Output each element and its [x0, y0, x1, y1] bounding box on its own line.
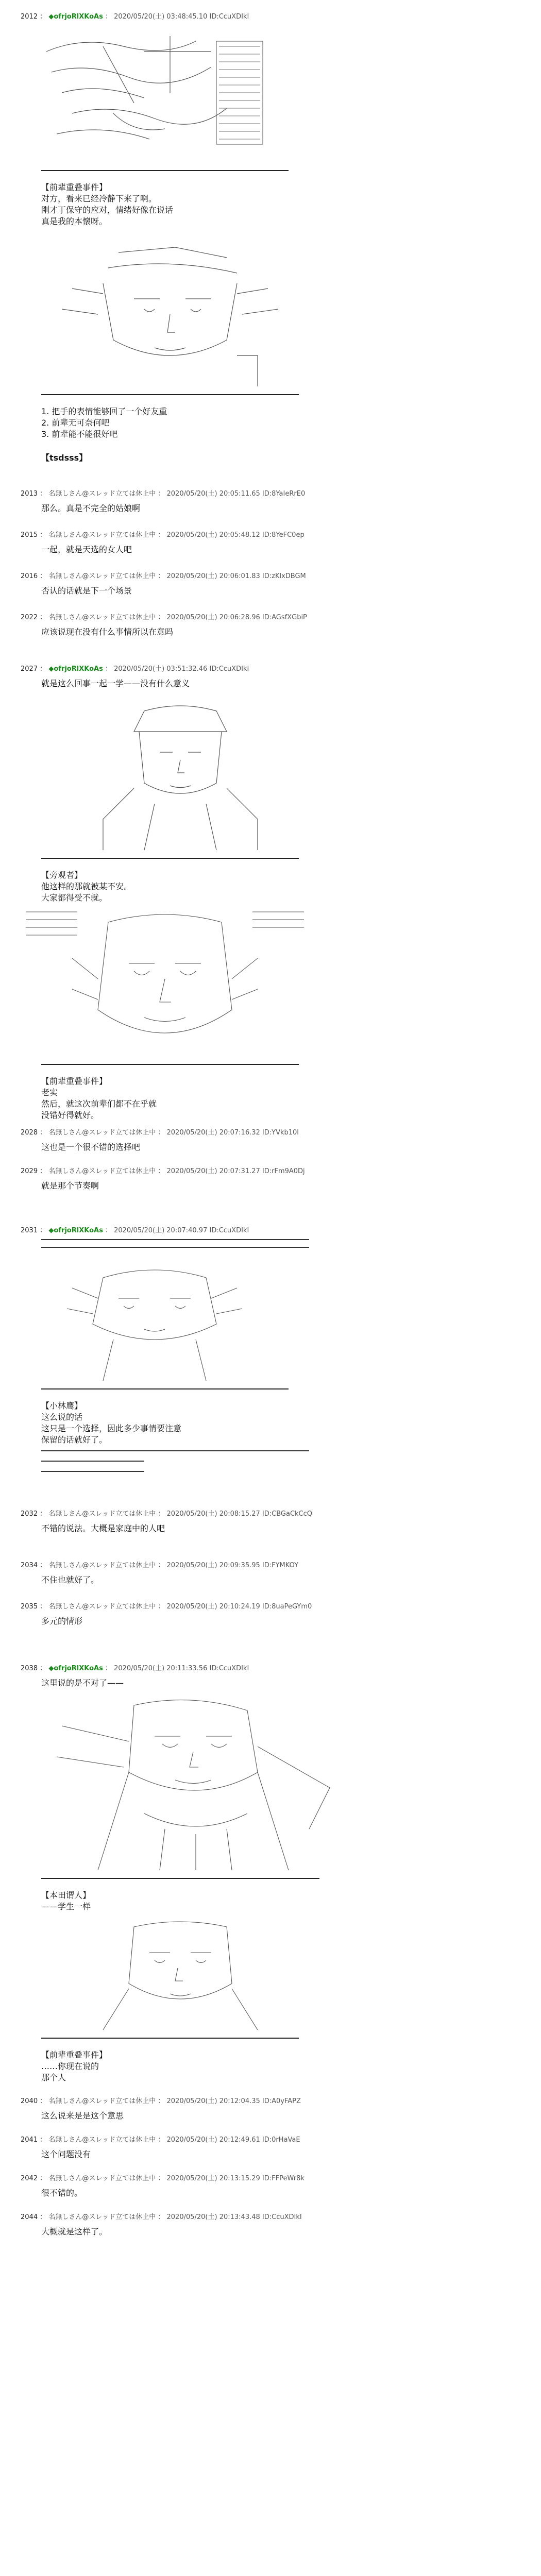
post-2035 — [21, 1602, 526, 1627]
ascii-art-scene — [41, 31, 283, 170]
post-text: 就是这么回事一起一学——没有什么意义 — [41, 679, 190, 688]
post-text: 这么说来是是这个意思 — [41, 2111, 124, 2121]
post-text: 这也是一个很不错的选择吧 — [41, 1142, 141, 1152]
caption-line: 没错好得就好。 — [41, 1110, 99, 1120]
poster-name: 名無しさん@スレッド立ては休止中 — [48, 1510, 156, 1518]
post-number[interactable]: 2031 — [21, 1227, 38, 1234]
post-id[interactable]: ID:CcuXDIkI — [209, 1227, 249, 1234]
ascii-art-large-figure — [41, 1695, 340, 1875]
post-2012-caption — [21, 178, 526, 227]
poster-name: ◆ofrjoRlXKoAs — [48, 665, 103, 673]
post-date: 2020/05/20(土) 20:05:48.12 — [166, 531, 260, 539]
post-2016 — [21, 572, 526, 597]
caption-line: 保留的话就好了。 — [41, 1435, 108, 1445]
post-id[interactable]: ID:CBGaCkCcQ — [262, 1510, 312, 1518]
post-2028 — [21, 1128, 526, 1153]
post-date: 2020/05/20(土) 20:12:49.61 — [166, 2136, 260, 2144]
decorative-rule — [41, 1471, 144, 1472]
post-date: 2020/05/20(土) 20:11:33.56 — [114, 1665, 208, 1672]
poster-name: 名無しさん@スレッド立ては休止中 — [48, 1129, 156, 1137]
post-id[interactable]: ID:CcuXDIkI — [262, 2213, 302, 2221]
caption-line: 对方，看来已经冷静下来了啊。 — [41, 194, 157, 204]
post-2038 — [21, 1664, 526, 1689]
post-header: 2028 ： 名無しさん@スレッド立ては休止中 ： 2020/05/20(土) 20:07:16.32 ID:YVkb10l — [21, 1129, 299, 1137]
poster-name: 名無しさん@スレッド立ては休止中 — [48, 490, 156, 498]
poster-name: ◆ofrjoRlXKoAs — [48, 1665, 103, 1672]
post-text: 否认的话就是下一个场景 — [41, 586, 132, 596]
post-text: 不住也就好了。 — [41, 1575, 99, 1585]
post-header: 2035 ： 名無しさん@スレッド立ては休止中 ： 2020/05/20(土) 20:10:24.19 ID:8uaPeGYm0 — [21, 1603, 312, 1611]
post-2012 — [21, 12, 526, 22]
post-text: 那么。真是不完全的姑娘啊 — [41, 503, 141, 513]
caption-title: 【前辈重叠事件】 — [41, 1076, 108, 1086]
poster-name: 名無しさん@スレッド立ては休止中 — [48, 1562, 156, 1569]
post-id[interactable]: ID:CcuXDIkI — [209, 665, 249, 673]
post-2044 — [21, 2213, 526, 2238]
post-2041 — [21, 2136, 526, 2160]
poster-name: ◆ofrjoRlXKoAs — [48, 1227, 103, 1234]
post-2022 — [21, 613, 526, 638]
post-number[interactable]: 2042 — [21, 2175, 38, 2182]
post-text: 多元的情形 — [41, 1616, 83, 1626]
post-2040 — [21, 2097, 526, 2122]
post-header: 2015 ： 名無しさん@スレッド立ては休止中 ： 2020/05/20(土) 20:05:48.12 ID:8YeFC0ep — [21, 531, 305, 539]
post-header: 2041 ： 名無しさん@スレッド立ては休止中 ： 2020/05/20(土) 20:12:49.61 ID:0rHaVaE — [21, 2136, 300, 2144]
aa-divider — [41, 1878, 319, 1879]
choice-item-highlight: 3. 前辈能不能很好吧 — [41, 429, 118, 439]
post-number[interactable]: 2035 — [21, 1603, 38, 1611]
caption-title: 【前辈重叠事件】 — [41, 182, 108, 192]
caption-line: 大家都得受不就。 — [41, 893, 108, 903]
post-2032 — [21, 1510, 526, 1534]
post-2027-caption1 — [21, 866, 526, 904]
post-date: 2020/05/20(土) 20:10:24.19 — [166, 1603, 260, 1611]
caption-title: 【前辈重叠事件】 — [41, 2050, 108, 2060]
post-number[interactable]: 2012 — [21, 13, 38, 21]
aa-divider — [41, 1064, 299, 1065]
caption-title: 【旁观者】 — [41, 870, 83, 880]
aa-divider — [41, 170, 289, 171]
ascii-art-face-2 — [72, 1917, 289, 2035]
caption-line: 刚才丁保守的应对，情绪好像在说话 — [41, 205, 174, 215]
aa-divider — [41, 2038, 299, 2039]
post-date: 2020/05/20(土) 20:07:31.27 — [166, 1167, 260, 1175]
post-header: 2042 ： 名無しさん@スレッド立ては休止中 ： 2020/05/20(土) 20:13:15.29 ID:FFPeWr8k — [21, 2175, 305, 2182]
post-id[interactable]: ID:8uaPeGYm0 — [262, 1603, 312, 1611]
poster-name: 名無しさん@スレッド立ては休止中 — [48, 2136, 156, 2144]
ascii-art-character — [82, 701, 278, 855]
post-2015 — [21, 531, 526, 555]
poster-name: 名無しさん@スレッド立ては休止中 — [48, 531, 156, 539]
post-header: 2013 ： 名無しさん@スレッド立ては休止中 ： 2020/05/20(土) 20:05:11.65 ID:8YaIeRrE0 — [21, 490, 306, 498]
post-date: 2020/05/20(土) 20:07:40.97 — [114, 1227, 208, 1234]
post-2038-caption2 — [21, 2045, 526, 2083]
post-date: 2020/05/20(土) 20:05:11.65 — [166, 490, 260, 498]
post-date: 2020/05/20(土) 20:12:04.35 — [166, 2097, 260, 2105]
post-number[interactable]: 2028 — [21, 1129, 38, 1137]
post-2013 — [21, 489, 526, 514]
ascii-art-girl — [41, 1257, 289, 1386]
post-header: 2034 ： 名無しさん@スレッド立ては休止中 ： 2020/05/20(土) 20:09:35.95 ID:FYMKOY — [21, 1562, 299, 1569]
post-id[interactable]: ID:rFm9A0Dj — [262, 1167, 305, 1175]
post-header: 2032 ： 名無しさん@スレッド立ては休止中 ： 2020/05/20(土) 20:08:15.27 ID:CBGaCkCcQ — [21, 1510, 312, 1518]
post-date: 2020/05/20(土) 03:48:45.10 — [114, 13, 208, 21]
post-number[interactable]: 2029 — [21, 1167, 38, 1175]
poster-name: 名無しさん@スレッド立ては休止中 — [48, 614, 156, 621]
post-header: 2031 ： ◆ofrjoRlXKoAs ： 2020/05/20(土) 20:07:40.97 ID:CcuXDIkI — [21, 1227, 249, 1234]
post-header: 2029 ： 名無しさん@スレッド立ては休止中 ： 2020/05/20(土) 20:07:31.27 ID:rFm9A0Dj — [21, 1167, 305, 1175]
caption-line: 真是我的本懐呀。 — [41, 216, 108, 226]
post-header: 2022 ： 名無しさん@スレッド立ては休止中 ： 2020/05/20(土) 20:06:28.96 ID:AGsfXGbiP — [21, 614, 307, 621]
caption-line: 这只是一个选择，因此多少事情要注意 — [41, 1423, 182, 1433]
post-header: 2044 ： 名無しさん@スレッド立ては休止中 ： 2020/05/20(土) 20:13:43.48 ID:CcuXDIkI — [21, 2213, 302, 2221]
post-header: 2012 ： ◆ofrjoRlXKoAs ： 2020/05/20(土) 03:48:45.10 ID:CcuXDIkI — [21, 13, 249, 21]
post-number[interactable]: 2016 — [21, 572, 38, 580]
post-number[interactable]: 2044 — [21, 2213, 38, 2221]
post-id[interactable]: ID:zKlxDBGM — [262, 572, 306, 580]
caption-title: 【本田谓人】 — [41, 1890, 91, 1900]
decorative-rule — [41, 1247, 309, 1248]
ascii-art-close-up — [21, 907, 309, 1061]
post-text: 就是那个节奏啊 — [41, 1181, 99, 1191]
post-id[interactable]: ID:FFPeWr8k — [262, 2175, 305, 2182]
post-id[interactable]: ID:CcuXDIkI — [209, 13, 249, 21]
decorative-rule — [41, 1239, 309, 1240]
post-id[interactable]: ID:YVkb10l — [262, 1129, 299, 1137]
post-id[interactable]: ID:0rHaVaE — [262, 2136, 300, 2144]
decorative-rule — [41, 1461, 144, 1462]
post-2042 — [21, 2174, 526, 2199]
aa-divider — [41, 1388, 289, 1389]
post-number[interactable]: 2041 — [21, 2136, 38, 2144]
post-2031-caption — [21, 1396, 526, 1446]
post-id[interactable]: ID:A0yFAPZ — [262, 2097, 301, 2105]
post-2034 — [21, 1561, 526, 1586]
post-date: 2020/05/20(土) 20:06:01.83 — [166, 572, 260, 580]
post-header: 2040 ： 名無しさん@スレッド立ては休止中 ： 2020/05/20(土) 20:12:04.35 ID:A0yFAPZ — [21, 2097, 301, 2105]
post-id[interactable]: ID:FYMKOY — [262, 1562, 299, 1569]
post-date: 2020/05/20(土) 20:08:15.27 — [166, 1510, 260, 1518]
post-date: 2020/05/20(土) 20:13:15.29 — [166, 2175, 260, 2182]
post-number[interactable]: 2022 — [21, 614, 38, 621]
caption-line: 然后，就这次前辈们都不在乎就 — [41, 1099, 157, 1109]
post-text: 大概就是这样了。 — [41, 2227, 108, 2236]
post-id[interactable]: ID:8YaIeRrE0 — [262, 490, 306, 498]
post-2038-caption1 — [21, 1886, 526, 1912]
caption-title: 【小林鹰】 — [41, 1401, 83, 1411]
caption-line: 他这样的那就被某不安。 — [41, 882, 132, 891]
post-id[interactable]: ID:CcuXDIkI — [209, 1665, 249, 1672]
poster-name: 名無しさん@スレッド立ては休止中 — [48, 572, 156, 580]
post-text: 应该说现在没有什么事情所以在意吗 — [41, 627, 174, 637]
post-2027-caption2 — [21, 1072, 526, 1121]
ascii-art-face — [41, 237, 299, 392]
poster-name: 名無しさん@スレッド立ては休止中 — [48, 1603, 156, 1611]
caption-line: 那个人 — [41, 2073, 66, 2082]
post-date: 2020/05/20(土) 20:06:28.96 — [166, 614, 260, 621]
caption-line: ——学生一样 — [41, 1902, 91, 1911]
aa-divider — [41, 858, 299, 859]
post-text: 这个问题没有 — [41, 2149, 91, 2159]
poster-name: 名無しさん@スレッド立ては休止中 — [48, 2213, 156, 2221]
poster-name: ◆ofrjoRlXKoAs — [48, 13, 103, 21]
poster-name: 名無しさん@スレッド立ては休止中 — [48, 2097, 156, 2105]
post-date: 2020/05/20(土) 20:09:35.95 — [166, 1562, 260, 1569]
post-number[interactable]: 2034 — [21, 1562, 38, 1569]
post-number[interactable]: 2038 — [21, 1665, 38, 1672]
decorative-rule — [41, 1450, 309, 1451]
aa-divider — [41, 394, 299, 395]
caption-line: 这么说的话 — [41, 1412, 83, 1422]
post-number[interactable]: 2027 — [21, 665, 38, 673]
post-number[interactable]: 2013 — [21, 490, 38, 498]
poster-name: 名無しさん@スレッド立ては休止中 — [48, 2175, 156, 2182]
post-text: 很不错的。 — [41, 2188, 83, 2198]
post-2027 — [21, 665, 526, 689]
post-2012-choices — [21, 402, 526, 464]
post-text: 不错的说法。大概是家庭中的人吧 — [41, 1523, 165, 1533]
post-id[interactable]: ID:8YeFC0ep — [262, 531, 305, 539]
post-date: 2020/05/20(土) 20:13:43.48 — [166, 2213, 260, 2221]
post-text: 这里说的是不对了—— — [41, 1678, 124, 1688]
post-header: 2027 ： ◆ofrjoRlXKoAs ： 2020/05/20(土) 03:51:32.46 ID:CcuXDIkI — [21, 665, 249, 673]
post-2031 — [21, 1226, 526, 1235]
post-id[interactable]: ID:AGsfXGbiP — [262, 614, 307, 621]
post-date: 2020/05/20(土) 03:51:32.46 — [114, 665, 208, 673]
post-number[interactable]: 2032 — [21, 1510, 38, 1518]
post-date: 2020/05/20(土) 20:07:16.32 — [166, 1129, 260, 1137]
post-header: 2016 ： 名無しさん@スレッド立ては休止中 ： 2020/05/20(土) 20:06:01.83 ID:zKlxDBGM — [21, 572, 306, 580]
post-text: 一起，就是天选的女人吧 — [41, 545, 132, 554]
post-number[interactable]: 2015 — [21, 531, 38, 539]
choice-item: 1. 把手的表情能够回了一个好友重 — [41, 406, 167, 416]
poster-name: 名無しさん@スレッド立ては休止中 — [48, 1167, 156, 1175]
caption-line: ……你现在说的 — [41, 2061, 99, 2071]
post-note: 【tsdsss】 — [41, 453, 88, 463]
post-number[interactable]: 2040 — [21, 2097, 38, 2105]
caption-line: 老实 — [41, 1088, 58, 1097]
post-header: 2038 ： ◆ofrjoRlXKoAs ： 2020/05/20(土) 20:11:33.56 ID:CcuXDIkI — [21, 1665, 249, 1672]
post-2029 — [21, 1167, 526, 1192]
choice-item: 2. 前辈无可奈何吧 — [41, 418, 110, 428]
